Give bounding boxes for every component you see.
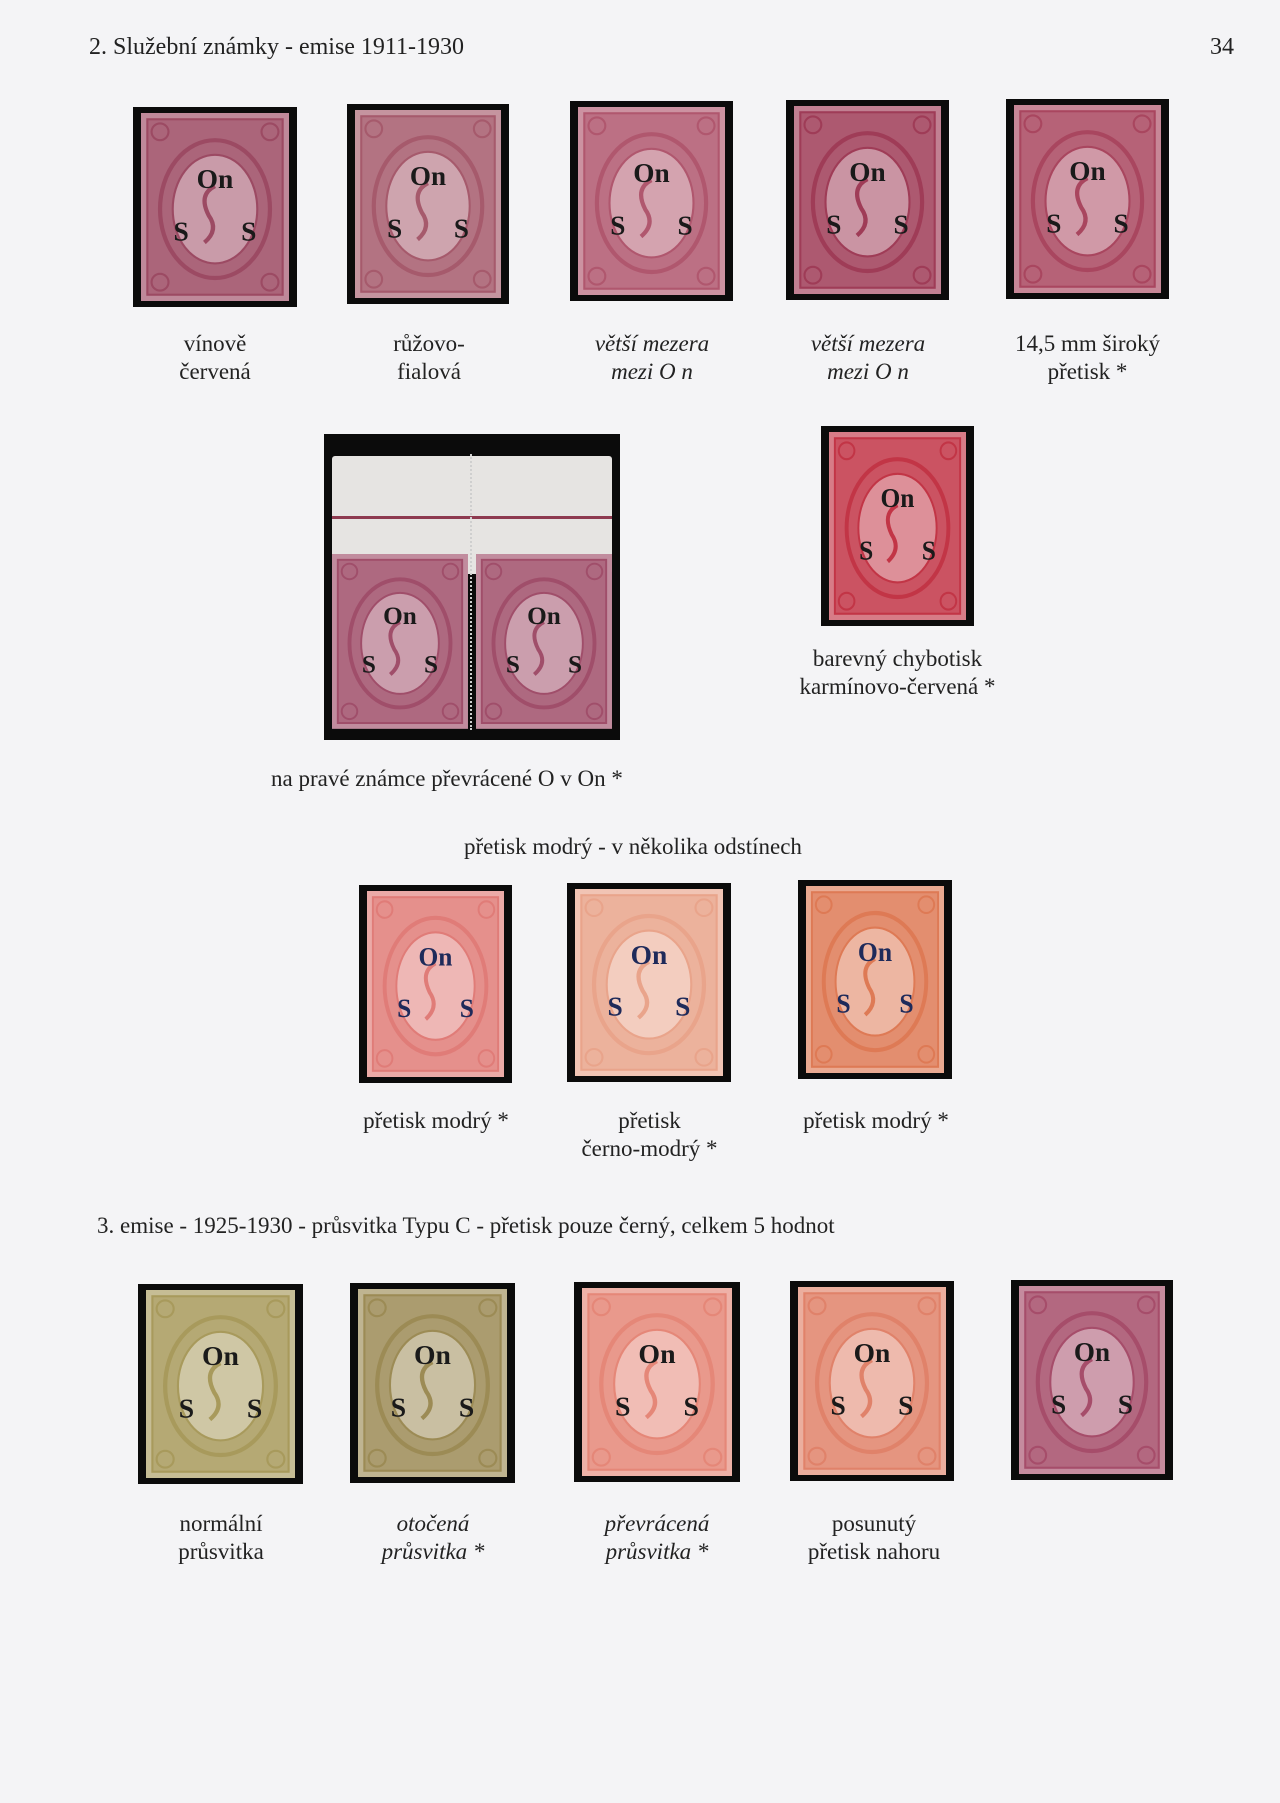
perforation-line	[470, 454, 474, 730]
stamp-image	[332, 554, 468, 734]
overprint-s-left: S	[390, 1392, 407, 1423]
stamp-caption: přetisk černo-modrý *	[581, 1108, 718, 1161]
overprint-s-left: S	[178, 1393, 195, 1424]
overprint-on: On	[1069, 156, 1106, 187]
overprint-s-left: S	[1046, 208, 1062, 239]
overprint-on: On	[414, 1340, 451, 1371]
stamp-caption: posunutý přetisk nahoru	[807, 1511, 941, 1564]
stamp-artwork	[575, 889, 723, 1076]
stamp-mount	[138, 1284, 303, 1484]
overprint-on: On	[638, 1338, 676, 1370]
overprint-on: On	[857, 937, 893, 967]
overprint-s-right: S	[921, 535, 936, 566]
stamp-image	[358, 1289, 507, 1477]
overprint-s-right: S	[246, 1393, 263, 1424]
stamp-artwork	[476, 554, 612, 729]
stamp-caption: přetisk modrý *	[363, 1108, 509, 1133]
stamp-artwork	[798, 1287, 946, 1475]
stamp-mount	[350, 1283, 515, 1483]
overprint-s-left: S	[610, 210, 626, 241]
stamp-mount	[786, 100, 949, 300]
stamp-mount	[359, 885, 512, 1083]
stamp-image	[829, 432, 966, 620]
stamp-caption: vínově červená	[179, 331, 251, 384]
overprint-s-left: S	[607, 991, 623, 1022]
stamp-pair-mount	[324, 434, 620, 740]
overprint-s-right: S	[683, 1390, 700, 1422]
stamp-mount	[567, 883, 731, 1082]
stamp-artwork	[358, 1289, 507, 1477]
overprint-s-left: S	[1051, 1389, 1067, 1420]
overprint-s-right: S	[424, 650, 439, 679]
overprint-s-right: S	[568, 650, 583, 679]
overprint-s-left: S	[387, 213, 403, 244]
overprint-s-right: S	[1117, 1389, 1133, 1420]
stamp-mount	[574, 1282, 740, 1482]
stamp-image	[476, 554, 612, 734]
overprint-s-right: S	[459, 993, 474, 1024]
stamp-image	[794, 106, 941, 294]
stamp-artwork	[1014, 105, 1161, 293]
overprint-s-left: S	[361, 650, 376, 679]
section-heading: přetisk modrý - v několika odstínech	[464, 834, 802, 859]
overprint-s-left: S	[859, 535, 874, 566]
stamp-image	[578, 107, 725, 295]
overprint-on: On	[202, 1341, 239, 1372]
stamp-mount	[821, 426, 974, 626]
stamp-mount	[1011, 1280, 1173, 1480]
stamp-artwork	[146, 1290, 295, 1478]
overprint-s-right: S	[458, 1392, 475, 1423]
overprint-on: On	[1073, 1337, 1111, 1368]
stamp-caption: 14,5 mm široký přetisk *	[1014, 331, 1161, 384]
stamp-mount	[347, 104, 509, 304]
overprint-s-right: S	[899, 989, 914, 1019]
overprint-on: On	[630, 940, 668, 970]
stamp-image	[1014, 105, 1161, 293]
stamp-image	[146, 1290, 295, 1478]
stamp-image	[806, 886, 944, 1073]
stamp-artwork	[794, 106, 941, 294]
overprint-s-right: S	[453, 213, 469, 244]
stamp-caption: přetisk modrý *	[803, 1108, 949, 1133]
overprint-s-right: S	[893, 209, 909, 240]
stamp-caption: větší mezera mezi O n	[810, 331, 926, 384]
stamp-caption: převrácená průsvitka *	[604, 1511, 710, 1564]
stamp-caption: barevný chybotisk karmínovo-červená *	[799, 646, 996, 699]
section-heading: 3. emise - 1925-1930 - průsvitka Typu C - přetisk pouze černý, celkem 5 hodnot	[97, 1213, 835, 1238]
stamp-mount	[790, 1281, 954, 1481]
stamp-artwork	[582, 1288, 732, 1476]
stamp-artwork	[829, 432, 966, 620]
page-title: 2. Služební známky - emise 1911-1930	[89, 34, 465, 60]
overprint-s-left: S	[614, 1390, 631, 1422]
overprint-s-right: S	[677, 210, 693, 241]
overprint-s-left: S	[397, 993, 412, 1024]
stamp-artwork	[806, 886, 944, 1073]
stamp-caption: normální průsvitka	[178, 1511, 264, 1564]
overprint-s-left: S	[505, 650, 520, 679]
stamp-image	[1019, 1286, 1165, 1474]
stamp-artwork	[367, 891, 504, 1077]
stamp-image	[798, 1287, 946, 1475]
stamp-artwork	[141, 113, 289, 301]
overprint-s-right: S	[898, 1390, 914, 1421]
stamp-image	[575, 889, 723, 1076]
stamp-image	[582, 1288, 732, 1476]
stamp-image	[355, 110, 501, 298]
pair-caption: na pravé známce převrácené O v On *	[271, 766, 623, 791]
stamp-mount	[133, 107, 297, 307]
stamp-caption: růžovo- fialová	[393, 331, 465, 384]
overprint-on: On	[633, 158, 670, 189]
stamp-artwork	[332, 554, 468, 729]
stamp-artwork	[355, 110, 501, 298]
overprint-on: On	[880, 483, 915, 514]
overprint-s-right: S	[675, 991, 691, 1022]
overprint-s-right: S	[1113, 208, 1129, 239]
overprint-on: On	[418, 941, 453, 972]
overprint-on: On	[409, 161, 447, 192]
overprint-on: On	[849, 157, 886, 188]
stamp-artwork	[1019, 1286, 1165, 1474]
overprint-s-left: S	[826, 209, 842, 240]
overprint-s-right: S	[241, 216, 257, 247]
overprint-on: On	[196, 164, 234, 195]
stamp-caption: větší mezera mezi O n	[594, 331, 710, 384]
overprint-on: On	[383, 601, 417, 630]
stamp-image	[141, 113, 289, 301]
overprint-s-left: S	[836, 989, 851, 1019]
overprint-s-left: S	[173, 216, 189, 247]
overprint-on: On	[527, 601, 561, 630]
page-number: 34	[1210, 34, 1234, 60]
stamp-mount	[1006, 99, 1169, 299]
stamp-mount	[570, 101, 733, 301]
stamp-artwork	[578, 107, 725, 295]
stamp-mount	[798, 880, 952, 1079]
stamp-caption: otočená průsvitka *	[381, 1511, 485, 1564]
overprint-on: On	[853, 1338, 891, 1369]
stamp-image	[367, 891, 504, 1077]
overprint-s-left: S	[830, 1390, 846, 1421]
